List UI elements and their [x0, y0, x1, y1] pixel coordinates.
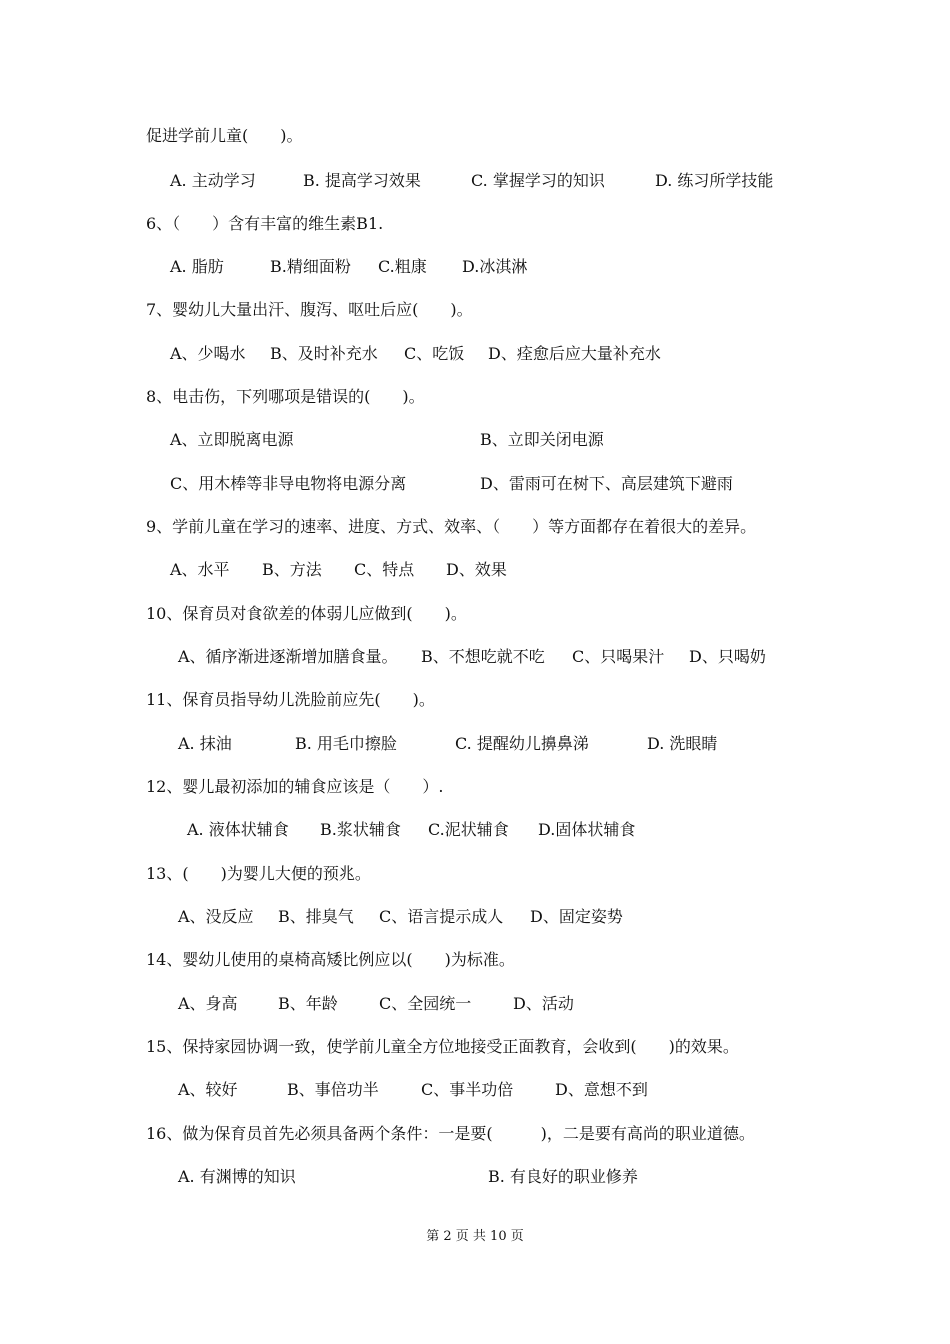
q9-option-b: B、方法: [262, 560, 322, 579]
q13-option-c: C、语言提示成人: [379, 907, 504, 926]
q7-option-d: D、痊愈后应大量补充水: [488, 344, 661, 363]
question-7: 7、婴幼儿大量出汗、腹泻、呕吐后应( )。: [146, 300, 473, 319]
q13-option-a: A、没反应: [178, 907, 254, 926]
question-10: 10、保育员对食欲差的体弱儿应做到( )。: [146, 604, 467, 623]
question-8: 8、电击伤，下列哪项是错误的( )。: [146, 387, 425, 406]
q9-option-c: C、特点: [354, 560, 415, 579]
q6-option-c: C.粗康: [378, 257, 427, 276]
q15-option-d: D、意想不到: [555, 1080, 648, 1099]
q12-option-d: D.固体状辅食: [538, 820, 636, 839]
question-11: 11、保育员指导幼儿洗脸前应先( )。: [146, 690, 435, 709]
q9-option-d: D、效果: [446, 560, 507, 579]
q13-option-d: D、固定姿势: [530, 907, 623, 926]
q9-option-a: A、水平: [170, 560, 230, 579]
q14-option-d: D、活动: [513, 994, 574, 1013]
q8-option-a: A、立即脱离电源: [170, 430, 294, 449]
q6-option-b: B.精细面粉: [270, 257, 351, 276]
q14-option-c: C、全园统一: [379, 994, 472, 1013]
q11-option-c: C. 提醒幼儿擤鼻涕: [455, 734, 589, 753]
q12-option-a: A. 液体状辅食: [187, 820, 289, 839]
q11-option-a: A. 抹油: [178, 734, 232, 753]
question-14: 14、婴幼儿使用的桌椅高矮比例应以( )为标准。: [146, 950, 515, 969]
q16-option-b: B. 有良好的职业修养: [488, 1167, 638, 1186]
q5-option-a: A. 主动学习: [170, 171, 256, 190]
q16-option-a: A. 有渊博的知识: [178, 1167, 296, 1186]
question-16: 16、做为保育员首先必须具备两个条件：一是要( )，二是要有高尚的职业道德。: [146, 1124, 755, 1143]
q6-option-d: D.冰淇淋: [462, 257, 528, 276]
question-9: 9、学前儿童在学习的速率、进度、方式、效率、（ ）等方面都存在着很大的差异。: [146, 517, 757, 536]
question-13: 13、( )为婴儿大便的预兆。: [146, 864, 371, 883]
q7-option-c: C、吃饭: [404, 344, 465, 363]
q12-option-b: B.浆状辅食: [320, 820, 401, 839]
q13-option-b: B、排臭气: [278, 907, 354, 926]
q15-option-a: A、较好: [178, 1080, 238, 1099]
q12-option-c: C.泥状辅食: [428, 820, 509, 839]
q10-option-c: C、只喝果汁: [572, 647, 665, 666]
question-5-stem-tail: 促进学前儿童( )。: [146, 126, 303, 145]
page-number-footer: 第 2 页 共 10 页: [426, 1229, 524, 1244]
q11-option-d: D. 洗眼睛: [647, 734, 718, 753]
q14-option-a: A、身高: [178, 994, 238, 1013]
q11-option-b: B. 用毛巾擦脸: [295, 734, 397, 753]
question-12: 12、婴儿最初添加的辅食应该是（ ）.: [146, 777, 444, 796]
q14-option-b: B、年龄: [278, 994, 338, 1013]
q7-option-a: A、少喝水: [170, 344, 246, 363]
q8-option-c: C、用木棒等非导电物将电源分离: [170, 474, 407, 493]
q6-option-a: A. 脂肪: [170, 257, 224, 276]
q15-option-c: C、事半功倍: [421, 1080, 514, 1099]
question-15: 15、保持家园协调一致，使学前儿童全方位地接受正面教育，会收到( )的效果。: [146, 1037, 739, 1056]
q5-option-b: B. 提高学习效果: [303, 171, 421, 190]
q7-option-b: B、及时补充水: [270, 344, 378, 363]
question-6: 6、（ ）含有丰富的维生素B1.: [146, 214, 384, 233]
q15-option-b: B、事倍功半: [287, 1080, 379, 1099]
q5-option-d: D. 练习所学技能: [655, 171, 774, 190]
q8-option-b: B、立即关闭电源: [480, 430, 604, 449]
q10-option-d: D、只喝奶: [689, 647, 766, 666]
q5-option-c: C. 掌握学习的知识: [471, 171, 605, 190]
q8-option-d: D、雷雨可在树下、高层建筑下避雨: [480, 474, 733, 493]
q10-option-b: B、不想吃就不吃: [421, 647, 545, 666]
q10-option-a: A、循序渐进逐渐增加膳食量。: [178, 647, 398, 666]
